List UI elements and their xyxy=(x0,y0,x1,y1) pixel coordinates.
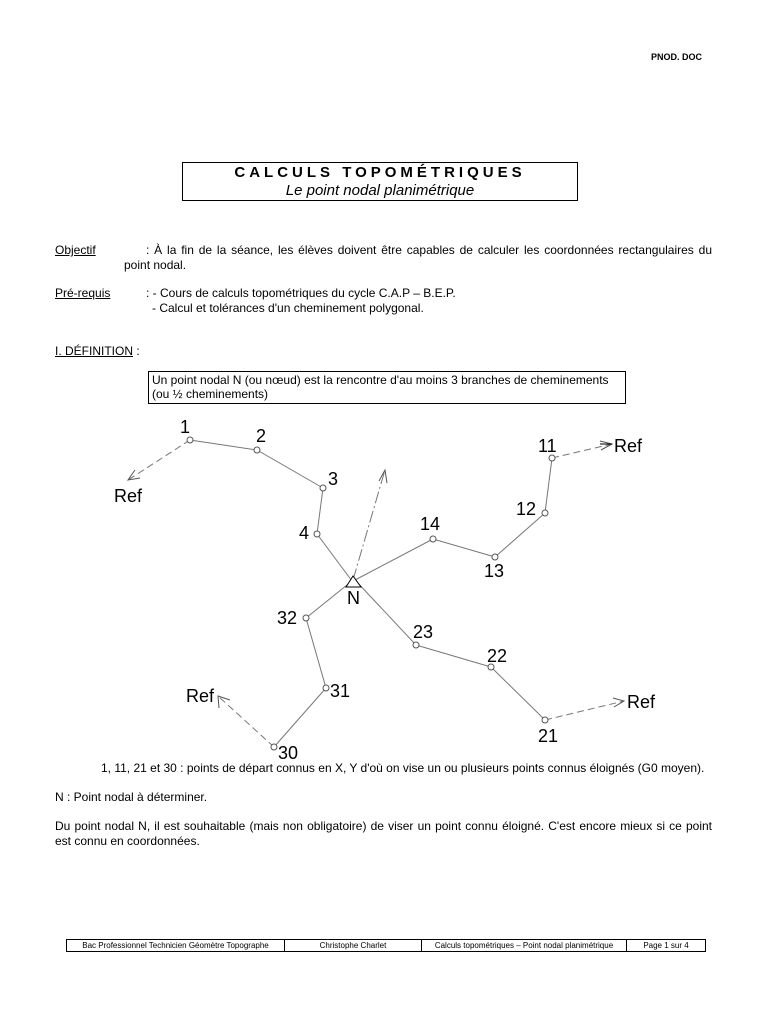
traverse-line xyxy=(317,488,323,534)
traverse-line xyxy=(317,534,352,581)
point-label: 12 xyxy=(516,499,537,519)
point-label: 22 xyxy=(487,646,508,666)
document-code: PNOD. DOC xyxy=(651,52,703,62)
point-label: 21 xyxy=(538,726,559,746)
traverse-line xyxy=(306,581,352,618)
point-label: 1 xyxy=(180,417,191,437)
point-label: 4 xyxy=(299,523,310,543)
section-heading-colon: : xyxy=(133,344,140,358)
nodal-point-diagram xyxy=(0,400,768,765)
page-subtitle: Le point nodal planimétrique xyxy=(285,182,475,199)
definition-box: Un point nodal N (ou nœud) est la rencontre d'au moins 3 branches de cheminements (ou ½ cheminements) xyxy=(148,371,626,404)
traverse-line xyxy=(433,539,495,557)
traverse-line xyxy=(355,539,433,580)
section-heading-text: I. DÉFINITION xyxy=(55,344,133,358)
prerequisite-item: - Calcul et tolérances d'un cheminement polygonal. xyxy=(152,301,424,315)
station-point xyxy=(413,642,419,648)
station-point xyxy=(542,510,548,516)
point-label: 30 xyxy=(278,743,299,763)
prerequisites-label: Pré-requis xyxy=(55,286,111,300)
traverse-line xyxy=(274,688,326,747)
traverse-line xyxy=(190,440,257,450)
point-label: 11 xyxy=(538,436,557,456)
page-footer xyxy=(66,939,706,952)
station-point xyxy=(254,447,260,453)
station-point xyxy=(323,685,329,691)
traverse-line xyxy=(306,618,326,688)
footer-course: Bac Professionnel Technicien Géomètre Topographe xyxy=(67,940,285,951)
point-label: 31 xyxy=(330,681,351,701)
point-label: 32 xyxy=(277,608,298,628)
nodal-sight-line xyxy=(353,470,385,580)
reference-label: Ref xyxy=(614,436,643,456)
reference-label: Ref xyxy=(627,692,656,712)
station-point xyxy=(314,531,320,537)
nodal-point-label: N xyxy=(347,588,360,608)
reference-sight-line xyxy=(552,444,612,458)
station-point xyxy=(430,536,436,542)
station-point xyxy=(271,744,277,750)
station-point xyxy=(303,615,309,621)
legend-text: Du point nodal N, il est souhaitable (mais non obligatoire) de viser un point connu éloigné. C'est encore mieux si ce point est connu en coordonnées. xyxy=(55,819,712,848)
point-label: 14 xyxy=(420,514,441,534)
footer-page-number: Page 1 sur 4 xyxy=(643,941,689,950)
traverse-line xyxy=(495,513,545,557)
reference-label: Ref xyxy=(114,486,143,506)
station-point xyxy=(320,485,326,491)
title-box xyxy=(182,162,578,201)
reference-label: Ref xyxy=(186,686,215,706)
station-point xyxy=(492,554,498,560)
reference-sight-line xyxy=(128,440,190,480)
reference-sight-line xyxy=(218,696,274,747)
traverse-line xyxy=(545,458,552,513)
reference-sight-line xyxy=(545,701,624,720)
legend-text: N : Point nodal à déterminer. xyxy=(55,790,208,804)
objective-label: Objectif xyxy=(55,243,96,257)
traverse-line xyxy=(257,450,323,488)
page-title: CALCULS TOPOMÉTRIQUES xyxy=(234,164,526,181)
point-label: 23 xyxy=(413,622,434,642)
traverse-line xyxy=(416,645,491,667)
prerequisite-item: : - Cours de calculs topométriques du cycle C.A.P – B.E.P. xyxy=(146,286,456,300)
section-heading xyxy=(55,344,140,358)
station-point xyxy=(542,717,548,723)
point-label: 3 xyxy=(328,469,339,489)
station-point xyxy=(187,437,193,443)
point-label: 2 xyxy=(256,426,267,446)
traverse-line xyxy=(355,580,416,645)
arrow-head-icon xyxy=(613,698,624,707)
traverse-line xyxy=(491,667,545,720)
legend-text: 1, 11, 21 et 30 : points de départ connus en X, Y d'où on vise un ou plusieurs points connus éloignés (G0 moyen). xyxy=(101,761,705,775)
point-label: 13 xyxy=(484,561,505,581)
footer-subject: Calculs topométriques – Point nodal planimétrique xyxy=(422,940,627,951)
objective-text: : À la fin de la séance, les élèves doivent être capables de calculer les coordonnées rectangulaires du point nodal. xyxy=(124,243,712,272)
footer-author: Christophe Charlet xyxy=(285,940,422,951)
